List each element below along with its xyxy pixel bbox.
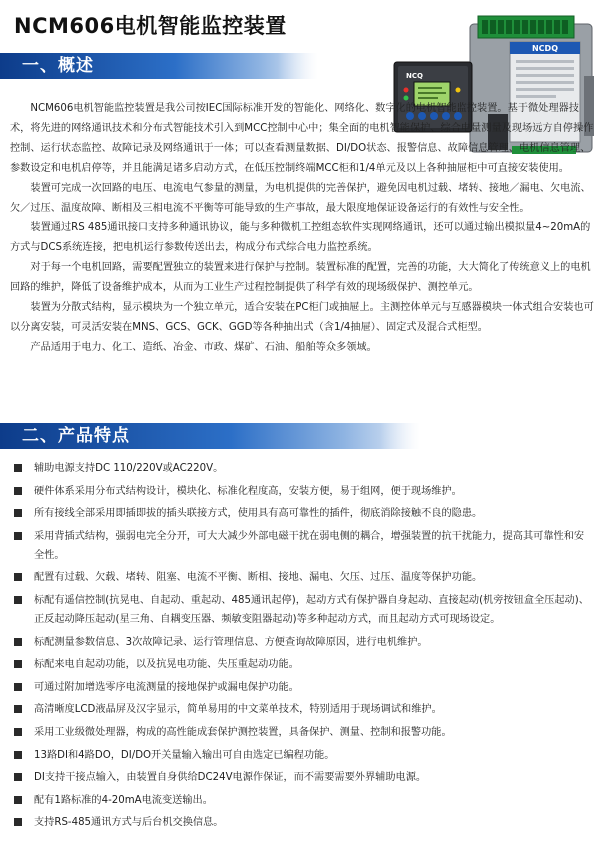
feature-item xyxy=(14,768,594,787)
page-title: NCM606电机智能监控装置 xyxy=(14,14,287,38)
feature-item xyxy=(14,482,594,501)
feature-item xyxy=(14,746,594,765)
banner-fade xyxy=(278,53,318,79)
square-bullet-icon xyxy=(14,818,22,826)
feature-text: 标配有遥信控制(抗晃电、自起动、重起动、485通讯起停)，起动方式有保护器自身起动、直接起动(机旁按钮盒全压起动)、正反起动降压起动(星三角、自耦变压器、频敏变阻器起动)等多种起动方式，而且起动方式可现场设定。 xyxy=(34,594,589,625)
feature-item xyxy=(14,633,594,652)
square-bullet-icon xyxy=(14,487,22,495)
feature-item xyxy=(14,678,594,697)
feature-text: 13路DI和4路DO，DI/DO开关量输入输出可自由选定已编程功能。 xyxy=(34,749,335,761)
square-bullet-icon xyxy=(14,773,22,781)
overview-paragraph: 装置为分散式结构，显示模块为一个独立单元，适合安装在PC柜门或抽屉上。主测控体单元与互感器模块一体式组合安装也可以分离安装，可灵活安装在MNS、GCS、GCK、GGD等各种抽出式（含1/4抽屉）、固定式及混合式柜型。 xyxy=(10,302,594,333)
feature-item xyxy=(14,655,594,674)
section-heading-features xyxy=(0,423,420,449)
feature-text: 采用工业级微处理器，构成的高性能成套保护测控装置，具备保护、测量、控制和报警功能。 xyxy=(34,726,452,738)
overview-paragraph: 产品适用于电力、化工、造纸、冶金、市政、煤矿、石油、船舶等众多领域。 xyxy=(30,341,377,353)
overview-paragraph: 装置通过RS 485通讯接口支持多种通讯协议，能与多种微机工控组态软件实现网络通讯，还可以通过输出模拟量4~20mA的方式与DCS系统连接，把电机运行参数传送出去，构成分布式综合电力监控系统。 xyxy=(10,222,591,254)
feature-item xyxy=(14,527,594,565)
feature-item xyxy=(14,568,594,587)
overview-paragraph: NCM606电机智能监控装置是我公司按IEC国际标准开发的智能化、网络化、数字化的电机智能监控装置。基于微处理器技术，将先进的网络通讯技术和分布式智能技术引入到MCC控制中心中；集全面的电机智能保护、综合电量测量及现场远方自停操作控制、运行状态监控、故障记录及网络通讯于一体；可以查看测量数据、DI/DO状态、报警信息、故障信息管理、电机信息管理、参数设定和电机启停等，并且能满足诸多启动方式，在低压控制终端MCC柜和1/4单元及以上各种抽屉柜中可直接安装使用。 xyxy=(10,103,594,174)
square-bullet-icon xyxy=(14,683,22,691)
square-bullet-icon xyxy=(14,638,22,646)
square-bullet-icon xyxy=(14,509,22,517)
section-heading-features-label: 二、产品特点 xyxy=(22,426,130,446)
front-logo: NCQ xyxy=(406,72,423,80)
feature-item xyxy=(14,723,594,742)
feature-text: 采用背插式结构，强弱电完全分开，可大大减少外部电磁干扰在弱电侧的耦合，增强装置的抗干扰能力，提高其可靠性和安全性。 xyxy=(34,530,585,561)
square-bullet-icon xyxy=(14,728,22,736)
square-bullet-icon xyxy=(14,596,22,604)
square-bullet-icon xyxy=(14,660,22,668)
feature-item xyxy=(14,504,594,523)
feature-text: 支持RS-485通讯方式与后台机交换信息。 xyxy=(34,817,224,829)
square-bullet-icon xyxy=(14,751,22,759)
feature-text: 标配测量参数信息、3次故障记录、运行管理信息、方便查询故障原因，进行电机维护。 xyxy=(34,636,428,648)
square-bullet-icon xyxy=(14,532,22,540)
feature-text: 配置有过载、欠载、堵转、阻塞、电流不平衡、断相、接地、漏电、欠压、过压、温度等保护功能。 xyxy=(34,572,483,584)
feature-item xyxy=(14,459,594,478)
feature-list xyxy=(14,459,594,836)
section-heading-overview-label: 一、概述 xyxy=(22,56,94,76)
feature-text: 配有1路标准的4-20mA电流变送输出。 xyxy=(34,794,213,806)
feature-text: 标配来电自起动功能，以及抗晃电功能、失压重起动功能。 xyxy=(34,659,299,671)
square-bullet-icon xyxy=(14,573,22,581)
side-logo: NCDQ xyxy=(531,44,559,53)
overview-text xyxy=(10,99,594,358)
section-heading-overview xyxy=(0,53,318,79)
feature-text: 所有接线全部采用即插即拔的插头联接方式，使用具有高可靠性的插件，彻底消除接触不良的隐患。 xyxy=(34,508,483,520)
feature-item xyxy=(14,700,594,719)
feature-item xyxy=(14,591,594,629)
feature-text: DI支持干接点输入，由装置自身供给DC24V电源作保证，而不需要需要外界辅助电源。 xyxy=(34,772,427,784)
feature-text: 可通过附加增选零序电流测量的接地保护或漏电保护功能。 xyxy=(34,681,299,693)
feature-text: 硬件体系采用分布式结构设计，模块化、标准化程度高，安装方便，易于组网，便于现场维护。 xyxy=(34,485,462,497)
feature-item xyxy=(14,791,594,810)
feature-item xyxy=(14,813,594,832)
square-bullet-icon xyxy=(14,705,22,713)
banner-fade xyxy=(380,423,420,449)
feature-text: 辅助电源支持DC 110/220V或AC220V。 xyxy=(34,463,224,474)
square-bullet-icon xyxy=(14,796,22,804)
overview-paragraph: 装置可完成一次回路的电压、电流电气参量的测量，为电机提供的完善保护，避免因电机过载、堵转、接地／漏电、欠电流、欠／过压、温度故障、断相及三相电流不平衡等可能导致的生产事故，最大限度地保证设备运行的有效性与安全性。 xyxy=(10,182,591,214)
overview-paragraph: 对于每一个电机回路，需要配置独立的装置来进行保护与控制。装置标准的配置，完善的功能，大大简化了传统意义上的电机回路的维护，降低了设备维护成本，从而为工业生产过程控制提供了科学有效的现场级保护、测控单元。 xyxy=(10,262,591,294)
square-bullet-icon xyxy=(14,464,22,472)
feature-text: 高清晰度LCD液晶屏及汉字显示，简单易用的中文菜单技术，特别适用于现场调试和维护。 xyxy=(34,704,442,716)
